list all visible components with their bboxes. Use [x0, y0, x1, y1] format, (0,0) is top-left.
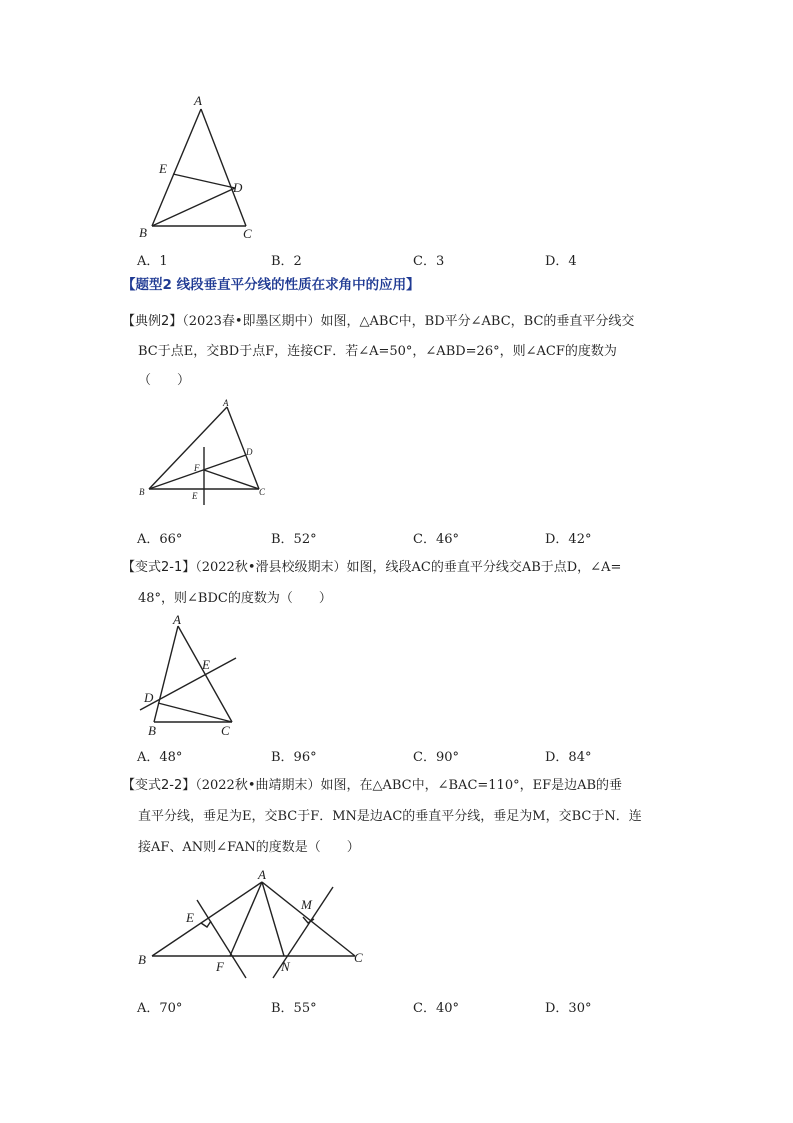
figure-example-2 — [135, 395, 285, 510]
option-c[interactable]: C．40° — [413, 1001, 459, 1016]
segment-ab — [149, 407, 227, 489]
example-2-line-1 — [122, 307, 634, 337]
section-heading: 【题型2 线段垂直平分线的性质在求角中的应用】 — [122, 277, 420, 293]
segment-an — [262, 882, 284, 956]
segment-ac — [262, 882, 355, 956]
label-b: B — [139, 225, 147, 240]
label-a: A — [258, 867, 266, 882]
variant-2-2-options — [137, 997, 697, 1015]
segment-fc — [204, 470, 259, 489]
example-2-line-3: （ ） — [138, 373, 191, 388]
label-c: C — [243, 226, 252, 241]
option-d[interactable]: D．42° — [545, 532, 592, 547]
label-a: A — [194, 93, 202, 108]
variant-2-1-options — [137, 746, 697, 764]
variant-2-2-text-1: （2022秋•曲靖期末）如图，在△ABC中，∠BAC=110°，EF是边AB的垂 — [195, 778, 623, 793]
label-a: A — [223, 398, 229, 408]
option-b[interactable]: B．52° — [271, 532, 317, 547]
label-b: B — [148, 723, 156, 738]
variant-2-2-line-2: 直平分线，垂足为E，交BC于F．MN是边AC的垂直平分线，垂足为M，交BC于N．连 — [138, 809, 642, 824]
q1-options — [137, 250, 697, 268]
label-e: E — [202, 657, 210, 672]
segment-bd — [152, 188, 235, 226]
example-2-tag: 【典例2】 — [122, 314, 183, 329]
example-2-options — [137, 528, 697, 546]
option-c[interactable]: C．90° — [413, 750, 459, 765]
label-b: B — [139, 487, 145, 497]
label-e: E — [186, 910, 194, 925]
option-a[interactable]: A．66° — [137, 532, 183, 547]
variant-2-1-text-1: （2022秋•滑县校级期末）如图，线段AC的垂直平分线交AB于点D，∠A= — [195, 560, 622, 575]
segment-ed — [173, 174, 235, 188]
option-a[interactable]: A．70° — [137, 1001, 183, 1016]
option-a[interactable]: A．48° — [137, 750, 183, 765]
variant-2-1-line-1 — [122, 553, 621, 583]
segment-dc — [158, 703, 232, 722]
option-d[interactable]: D．30° — [545, 1001, 592, 1016]
variant-2-2-line-3: 接AF、AN则∠FAN的度数是（ ） — [138, 840, 360, 855]
label-a: A — [173, 612, 181, 627]
label-c: C — [354, 950, 363, 965]
option-b[interactable]: B．96° — [271, 750, 317, 765]
label-c: C — [221, 723, 230, 738]
figure-variant-2-2 — [130, 862, 380, 992]
label-d: D — [144, 690, 154, 705]
segment-ac — [201, 109, 246, 226]
example-2-text-1: （2023春•即墨区期中）如图，△ABC中，BD平分∠ABC，BC的垂直平分线交 — [182, 314, 635, 329]
figure-variant-2-1 — [130, 610, 250, 740]
label-b: B — [138, 952, 146, 967]
variant-2-1-line-2: 48°，则∠BDC的度数为（ ） — [138, 591, 332, 606]
option-d[interactable]: D．84° — [545, 750, 592, 765]
option-b[interactable]: B．55° — [271, 1001, 317, 1016]
label-f: F — [216, 959, 224, 974]
option-b[interactable]: B．2 — [271, 254, 302, 269]
variant-2-1-tag: 【变式2-1】 — [122, 560, 196, 575]
label-c: C — [259, 487, 266, 497]
label-e: E — [192, 491, 198, 501]
variant-2-2-tag: 【变式2-2】 — [122, 778, 196, 793]
option-c[interactable]: C．3 — [413, 254, 445, 269]
label-d: D — [246, 447, 253, 457]
option-c[interactable]: C．46° — [413, 532, 459, 547]
label-e: E — [159, 161, 167, 176]
option-a[interactable]: A．1 — [137, 254, 168, 269]
figure-triangle-abc-1 — [130, 90, 270, 240]
label-m: M — [301, 897, 312, 912]
variant-2-2-line-1 — [122, 771, 622, 801]
option-d[interactable]: D．4 — [545, 254, 577, 269]
example-2-line-2: BC于点E，交BD于点F，连接CF．若∠A=50°，∠ABD=26°，则∠ACF的度数为 — [138, 344, 617, 359]
label-d: D — [233, 180, 243, 195]
segment-ac — [227, 407, 259, 489]
label-n: N — [281, 959, 290, 974]
label-f: F — [194, 463, 200, 473]
